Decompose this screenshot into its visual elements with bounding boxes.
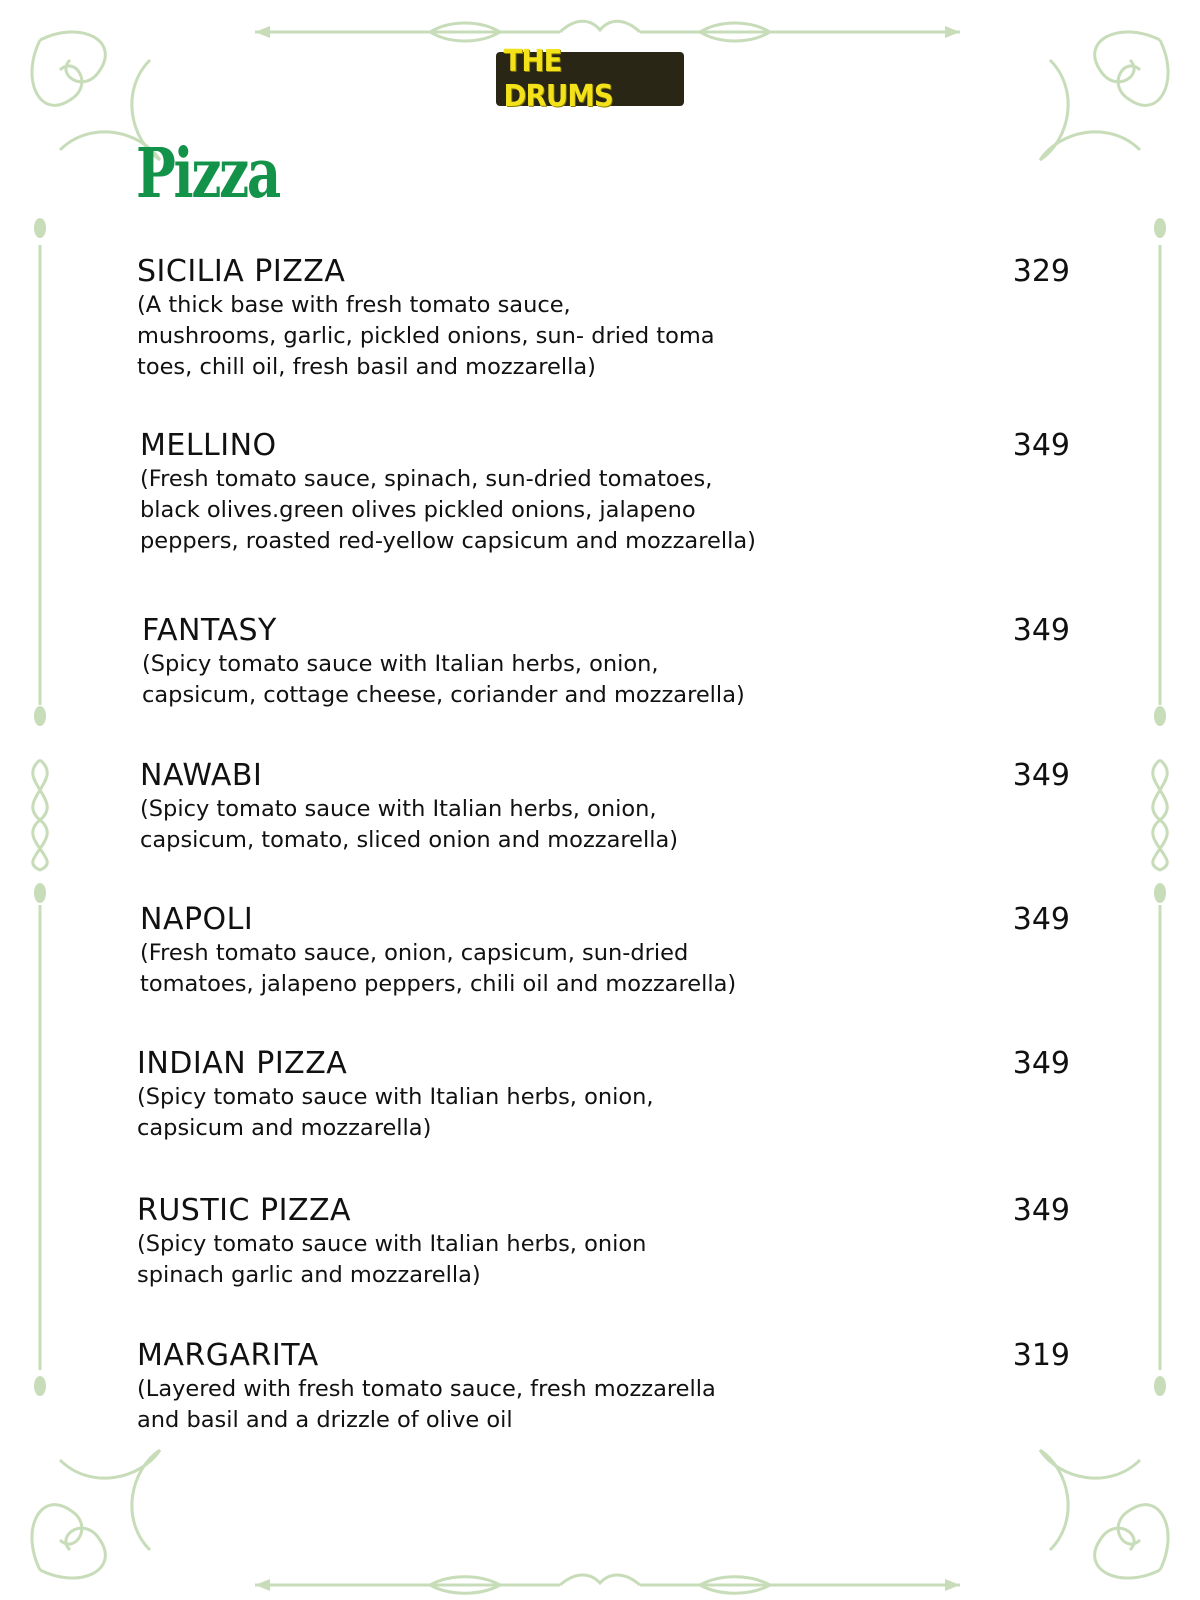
- item-description: (Spicy tomato sauce with Italian herbs, onion spinach garlic and mozzarella): [137, 1231, 647, 1288]
- item-name: NAPOLI: [140, 902, 254, 937]
- item-description: (A thick base with fresh tomato sauce, mushrooms, garlic, pickled onions, sun- dried toma toes, chill oil, fresh basil and mozzarella): [137, 292, 715, 380]
- item-name: SICILIA PIZZA: [137, 254, 346, 289]
- item-name: MARGARITA: [137, 1338, 319, 1373]
- item-name: MELLINO: [140, 428, 277, 463]
- item-description: (Spicy tomato sauce with Italian herbs, onion, capsicum, cottage cheese, coriander and mozzarella): [142, 651, 745, 708]
- item-price: 349: [1012, 758, 1070, 793]
- brand-logo: [496, 44, 684, 114]
- item-description: (Layered with fresh tomato sauce, fresh mozzarella and basil and a drizzle of olive oil: [137, 1376, 716, 1433]
- item-price: 349: [1012, 613, 1070, 648]
- item-description: (Spicy tomato sauce with Italian herbs, onion, capsicum, tomato, sliced onion and mozzarella): [140, 796, 679, 853]
- section-title: Pizza: [136, 134, 279, 214]
- item-name: INDIAN PIZZA: [137, 1046, 348, 1081]
- item-description: (Fresh tomato sauce, spinach, sun-dried tomatoes, black olives.green olives pickled onions, jalapeno peppers, roasted red-yellow capsicum and mozzarella): [140, 466, 756, 554]
- item-price: 349: [1012, 1193, 1070, 1228]
- item-description: (Fresh tomato sauce, onion, capsicum, sun-dried tomatoes, jalapeno peppers, chili oil and mozzarella): [140, 940, 737, 997]
- item-price: 349: [1012, 428, 1070, 463]
- item-name: FANTASY: [142, 613, 277, 648]
- item-price: 319: [1012, 1338, 1070, 1373]
- item-price: 329: [1012, 254, 1070, 289]
- brand-logo-text: THE DRUMS: [503, 44, 613, 114]
- item-price: 349: [1012, 902, 1070, 937]
- item-name: NAWABI: [140, 758, 263, 793]
- item-description: (Spicy tomato sauce with Italian herbs, onion, capsicum and mozzarella): [137, 1084, 654, 1141]
- item-price: 349: [1012, 1046, 1070, 1081]
- item-name: RUSTIC PIZZA: [137, 1193, 352, 1228]
